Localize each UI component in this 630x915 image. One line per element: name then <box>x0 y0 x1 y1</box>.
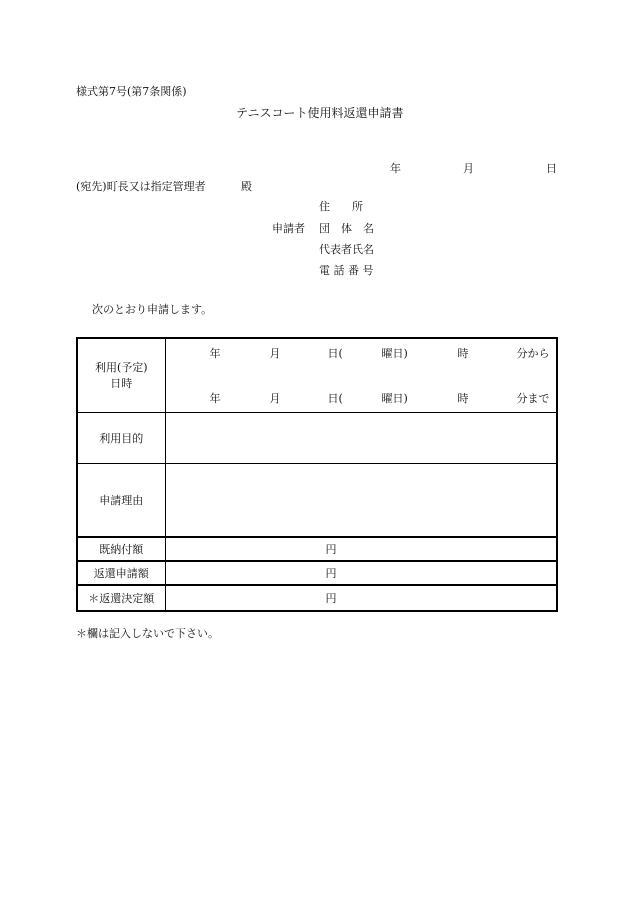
refund-request-row <box>77 561 557 585</box>
purpose-label: 利用目的 <box>77 412 165 463</box>
usage-datetime-label-line2: 日時 <box>110 377 133 391</box>
usage-datetime-row <box>77 338 557 412</box>
reason-row <box>77 463 557 537</box>
from-hour: 時 <box>457 347 469 361</box>
to-minute: 分まで <box>516 392 550 406</box>
date-month-label: 月 <box>463 162 474 175</box>
applicant-representative-label: 代表者氏名 <box>319 243 374 256</box>
addressee-honorific: 殿 <box>241 180 252 193</box>
refund-decision-field <box>165 585 557 611</box>
from-minute: 分から <box>516 347 550 361</box>
intro-text: 次のとおり申請します。 <box>92 303 213 316</box>
usage-datetime-field[interactable] <box>165 338 557 412</box>
refund-request-label: 返還申請額 <box>77 561 165 585</box>
paid-amount-field[interactable] <box>165 537 557 561</box>
from-year: 年 <box>209 347 221 361</box>
date-day-label: 日 <box>546 162 557 175</box>
applicant-address-label: 住 所 <box>319 200 363 213</box>
applicant-phone-label: 電 話 番 号 <box>319 264 374 277</box>
to-month: 月 <box>269 392 281 406</box>
paid-amount-row <box>77 537 557 561</box>
usage-datetime-label <box>77 338 165 412</box>
reason-label: 申請理由 <box>77 463 165 537</box>
paid-amount-yen: 円 <box>325 543 337 556</box>
addressee: (宛先)町長又は指定管理者 <box>76 180 206 193</box>
date-year-label: 年 <box>390 162 401 175</box>
reason-field[interactable] <box>165 463 557 537</box>
refund-decision-yen: 円 <box>325 592 337 605</box>
refund-request-yen: 円 <box>325 567 337 580</box>
refund-request-field[interactable] <box>165 561 557 585</box>
to-year: 年 <box>209 392 221 406</box>
applicant-label: 申請者 <box>272 222 305 235</box>
form-number: 様式第7号(第7条関係) <box>76 85 187 98</box>
to-hour: 時 <box>457 392 469 406</box>
usage-datetime-label-line1: 利用(予定) <box>94 361 148 375</box>
footnote: ＊欄は記入しないで下さい。 <box>76 627 219 640</box>
from-month: 月 <box>269 347 281 361</box>
from-day: 日( <box>327 347 343 361</box>
purpose-field[interactable] <box>165 412 557 463</box>
to-weekday: 曜日) <box>381 392 408 406</box>
paid-amount-label: 既納付額 <box>77 537 165 561</box>
document-title: テニスコート使用料返還申請書 <box>236 106 404 120</box>
to-day: 日( <box>327 392 343 406</box>
refund-decision-row <box>77 585 557 611</box>
applicant-group-name-label: 団 体 名 <box>319 222 374 235</box>
refund-decision-label: ＊返還決定額 <box>77 585 165 611</box>
purpose-row <box>77 412 557 463</box>
from-weekday: 曜日) <box>381 347 408 361</box>
application-table <box>76 337 558 612</box>
